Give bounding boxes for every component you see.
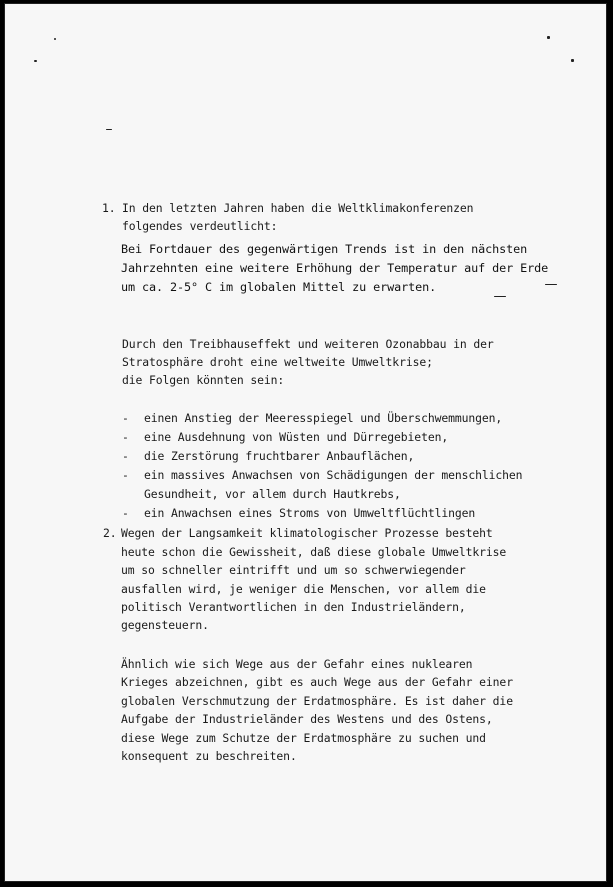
paragraph-line: Stratosphäre droht eine weltweite Umweltkrise; bbox=[122, 355, 433, 369]
paragraph-line: Durch den Treibhauseffekt und weiteren Ozonabbau in der bbox=[122, 337, 494, 351]
bullet-item: eine Ausdehnung von Wüsten und Dürregebieten, bbox=[144, 430, 449, 444]
section-2-line: Wegen der Langsamkeit klimatologischer Prozesse besteht bbox=[121, 526, 493, 540]
section-2-line: ausfallen wird, je weniger die Menschen, vor allem die bbox=[121, 582, 486, 596]
scan-speck bbox=[54, 38, 56, 40]
section-1-intro-line: folgendes verdeutlicht: bbox=[122, 219, 278, 233]
paragraph-line: die Folgen könnten sein: bbox=[122, 373, 285, 387]
section-2-line: um so schneller eintrifft und um so schwerwiegender bbox=[121, 563, 466, 577]
bullet-marker: - bbox=[122, 411, 129, 425]
bullet-marker: - bbox=[122, 430, 129, 444]
section-2-line: heute schon die Gewissheit, daß diese globale Umweltkrise bbox=[121, 545, 507, 559]
section-2-paragraph-line: Krieges abzeichnen, gibt es auch Wege aus der Gefahr einer bbox=[121, 675, 513, 689]
bullet-item: einen Anstieg der Meeresspiegel und Überschwemmungen, bbox=[144, 411, 503, 425]
scan-speck bbox=[571, 59, 574, 62]
bullet-item-continuation: Gesundheit, vor allem durch Hautkrebs, bbox=[144, 487, 401, 501]
section-2-number: 2. bbox=[103, 526, 117, 540]
section-2-paragraph-line: Ähnlich wie sich Wege aus der Gefahr eines nuklearen bbox=[121, 657, 473, 671]
scan-speck bbox=[545, 284, 557, 285]
document-page bbox=[4, 3, 607, 882]
bullet-item: ein massives Anwachsen von Schädigungen der menschlichen bbox=[144, 468, 523, 482]
section-1-intro-line: In den letzten Jahren haben die Weltklimakonferenzen bbox=[122, 201, 474, 215]
bullet-marker: - bbox=[122, 468, 129, 482]
bullet-item: ein Anwachsen eines Stroms von Umweltflüchtlingen bbox=[144, 506, 476, 520]
bullet-marker: - bbox=[122, 449, 129, 463]
scan-speck bbox=[547, 36, 550, 39]
finding-line: Jahrzehnten eine weitere Erhöhung der Temperatur auf der Erde bbox=[121, 261, 549, 275]
scan-speck bbox=[34, 60, 37, 62]
section-2-line: politisch Verantwortlichen in den Industrieländern, bbox=[121, 600, 466, 614]
section-2-line: gegensteuern. bbox=[121, 618, 209, 632]
section-1-number: 1. bbox=[102, 201, 116, 215]
bullet-marker: - bbox=[122, 506, 129, 520]
section-2-paragraph-line: diese Wege zum Schutze der Erdatmosphäre zu suchen und bbox=[121, 731, 486, 745]
section-2-paragraph-line: Aufgabe der Industrieländer des Westens und des Ostens, bbox=[121, 712, 493, 726]
scan-speck bbox=[494, 296, 506, 297]
finding-line: Bei Fortdauer des gegenwärtigen Trends ist in den nächsten bbox=[121, 242, 528, 256]
section-2-paragraph-line: globalen Verschmutzung der Erdatmosphäre. Es ist daher die bbox=[121, 694, 513, 708]
scan-speck bbox=[106, 129, 112, 130]
section-2-paragraph-line: konsequent zu beschreiten. bbox=[121, 749, 297, 763]
bullet-item: die Zerstörung fruchtbarer Anbauflächen, bbox=[144, 449, 415, 463]
finding-line: um ca. 2-5° C im globalen Mittel zu erwarten. bbox=[121, 280, 437, 294]
